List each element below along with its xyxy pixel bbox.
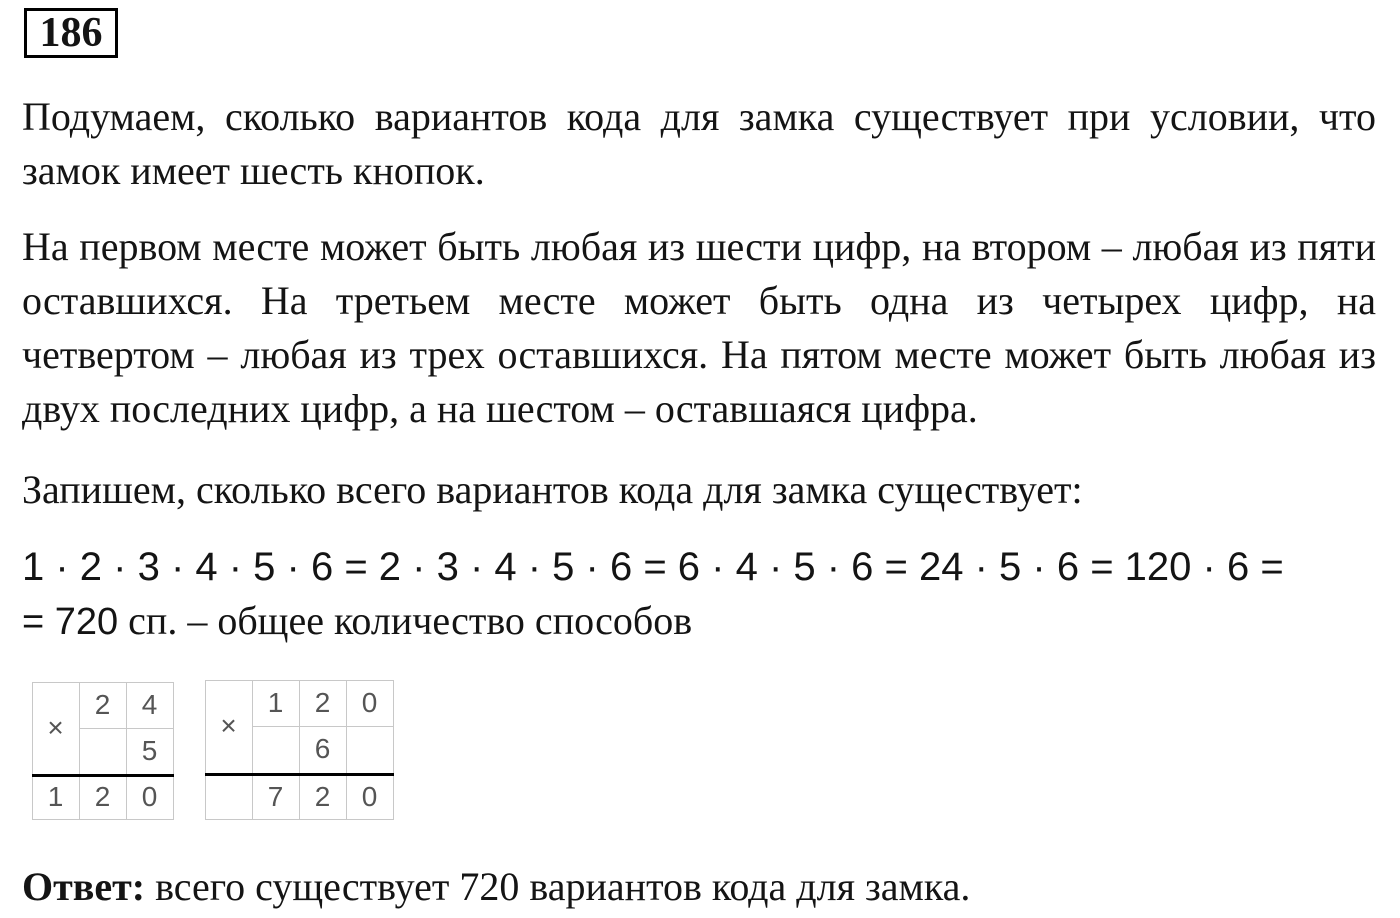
- digit: 2: [94, 781, 111, 812]
- digit: 7: [267, 781, 284, 812]
- digit: 0: [141, 781, 158, 812]
- digit: 6: [314, 733, 331, 764]
- digit: 2: [314, 781, 331, 812]
- answer: [22, 860, 970, 914]
- digit: 2: [314, 687, 331, 718]
- multiply-sign: ×: [47, 712, 64, 743]
- expression-caption: сп. – общее количество способов: [128, 598, 693, 643]
- expression-line-1: 1 · 2 · 3 · 4 · 5 · 6 = 2 · 3 · 4 · 5 · 6 = 6 · 4 · 5 · 6 = 24 · 5 · 6 = 120 · 6 =: [22, 545, 1284, 589]
- paragraph-reasoning: На первом месте может быть любая из шести цифр, на втором – любая из пяти оставшихся. На третьем месте может быть одна из четырех цифр, на четвертом – любая из трех оставшихся. На пятом месте может быть любая из двух последних цифр, а на шестом – оставшаяся цифра.: [22, 224, 1376, 431]
- digit: 5: [141, 735, 158, 766]
- problem-number: 186: [24, 8, 118, 58]
- answer-label: Ответ:: [22, 864, 146, 909]
- digit: 0: [361, 781, 378, 812]
- digit: 0: [361, 687, 378, 718]
- digit: 1: [47, 781, 64, 812]
- digit: 2: [94, 689, 111, 720]
- expression-result: = 720: [22, 601, 119, 643]
- digit: 1: [267, 687, 284, 718]
- column-multiplication-24x5: [32, 682, 174, 820]
- column-multiplication-120x6: [205, 680, 394, 820]
- digit: 4: [141, 689, 158, 720]
- multiply-sign: ×: [220, 710, 237, 741]
- paragraph-intro: Подумаем, сколько вариантов кода для замка существует при условии, что замок имеет шесть кнопок.: [22, 94, 1376, 193]
- paragraph-setup: Запишем, сколько всего вариантов кода для замка существует:: [22, 467, 1083, 512]
- answer-text: всего существует 720 вариантов кода для замка.: [155, 864, 971, 909]
- expression-line-2: [22, 594, 692, 649]
